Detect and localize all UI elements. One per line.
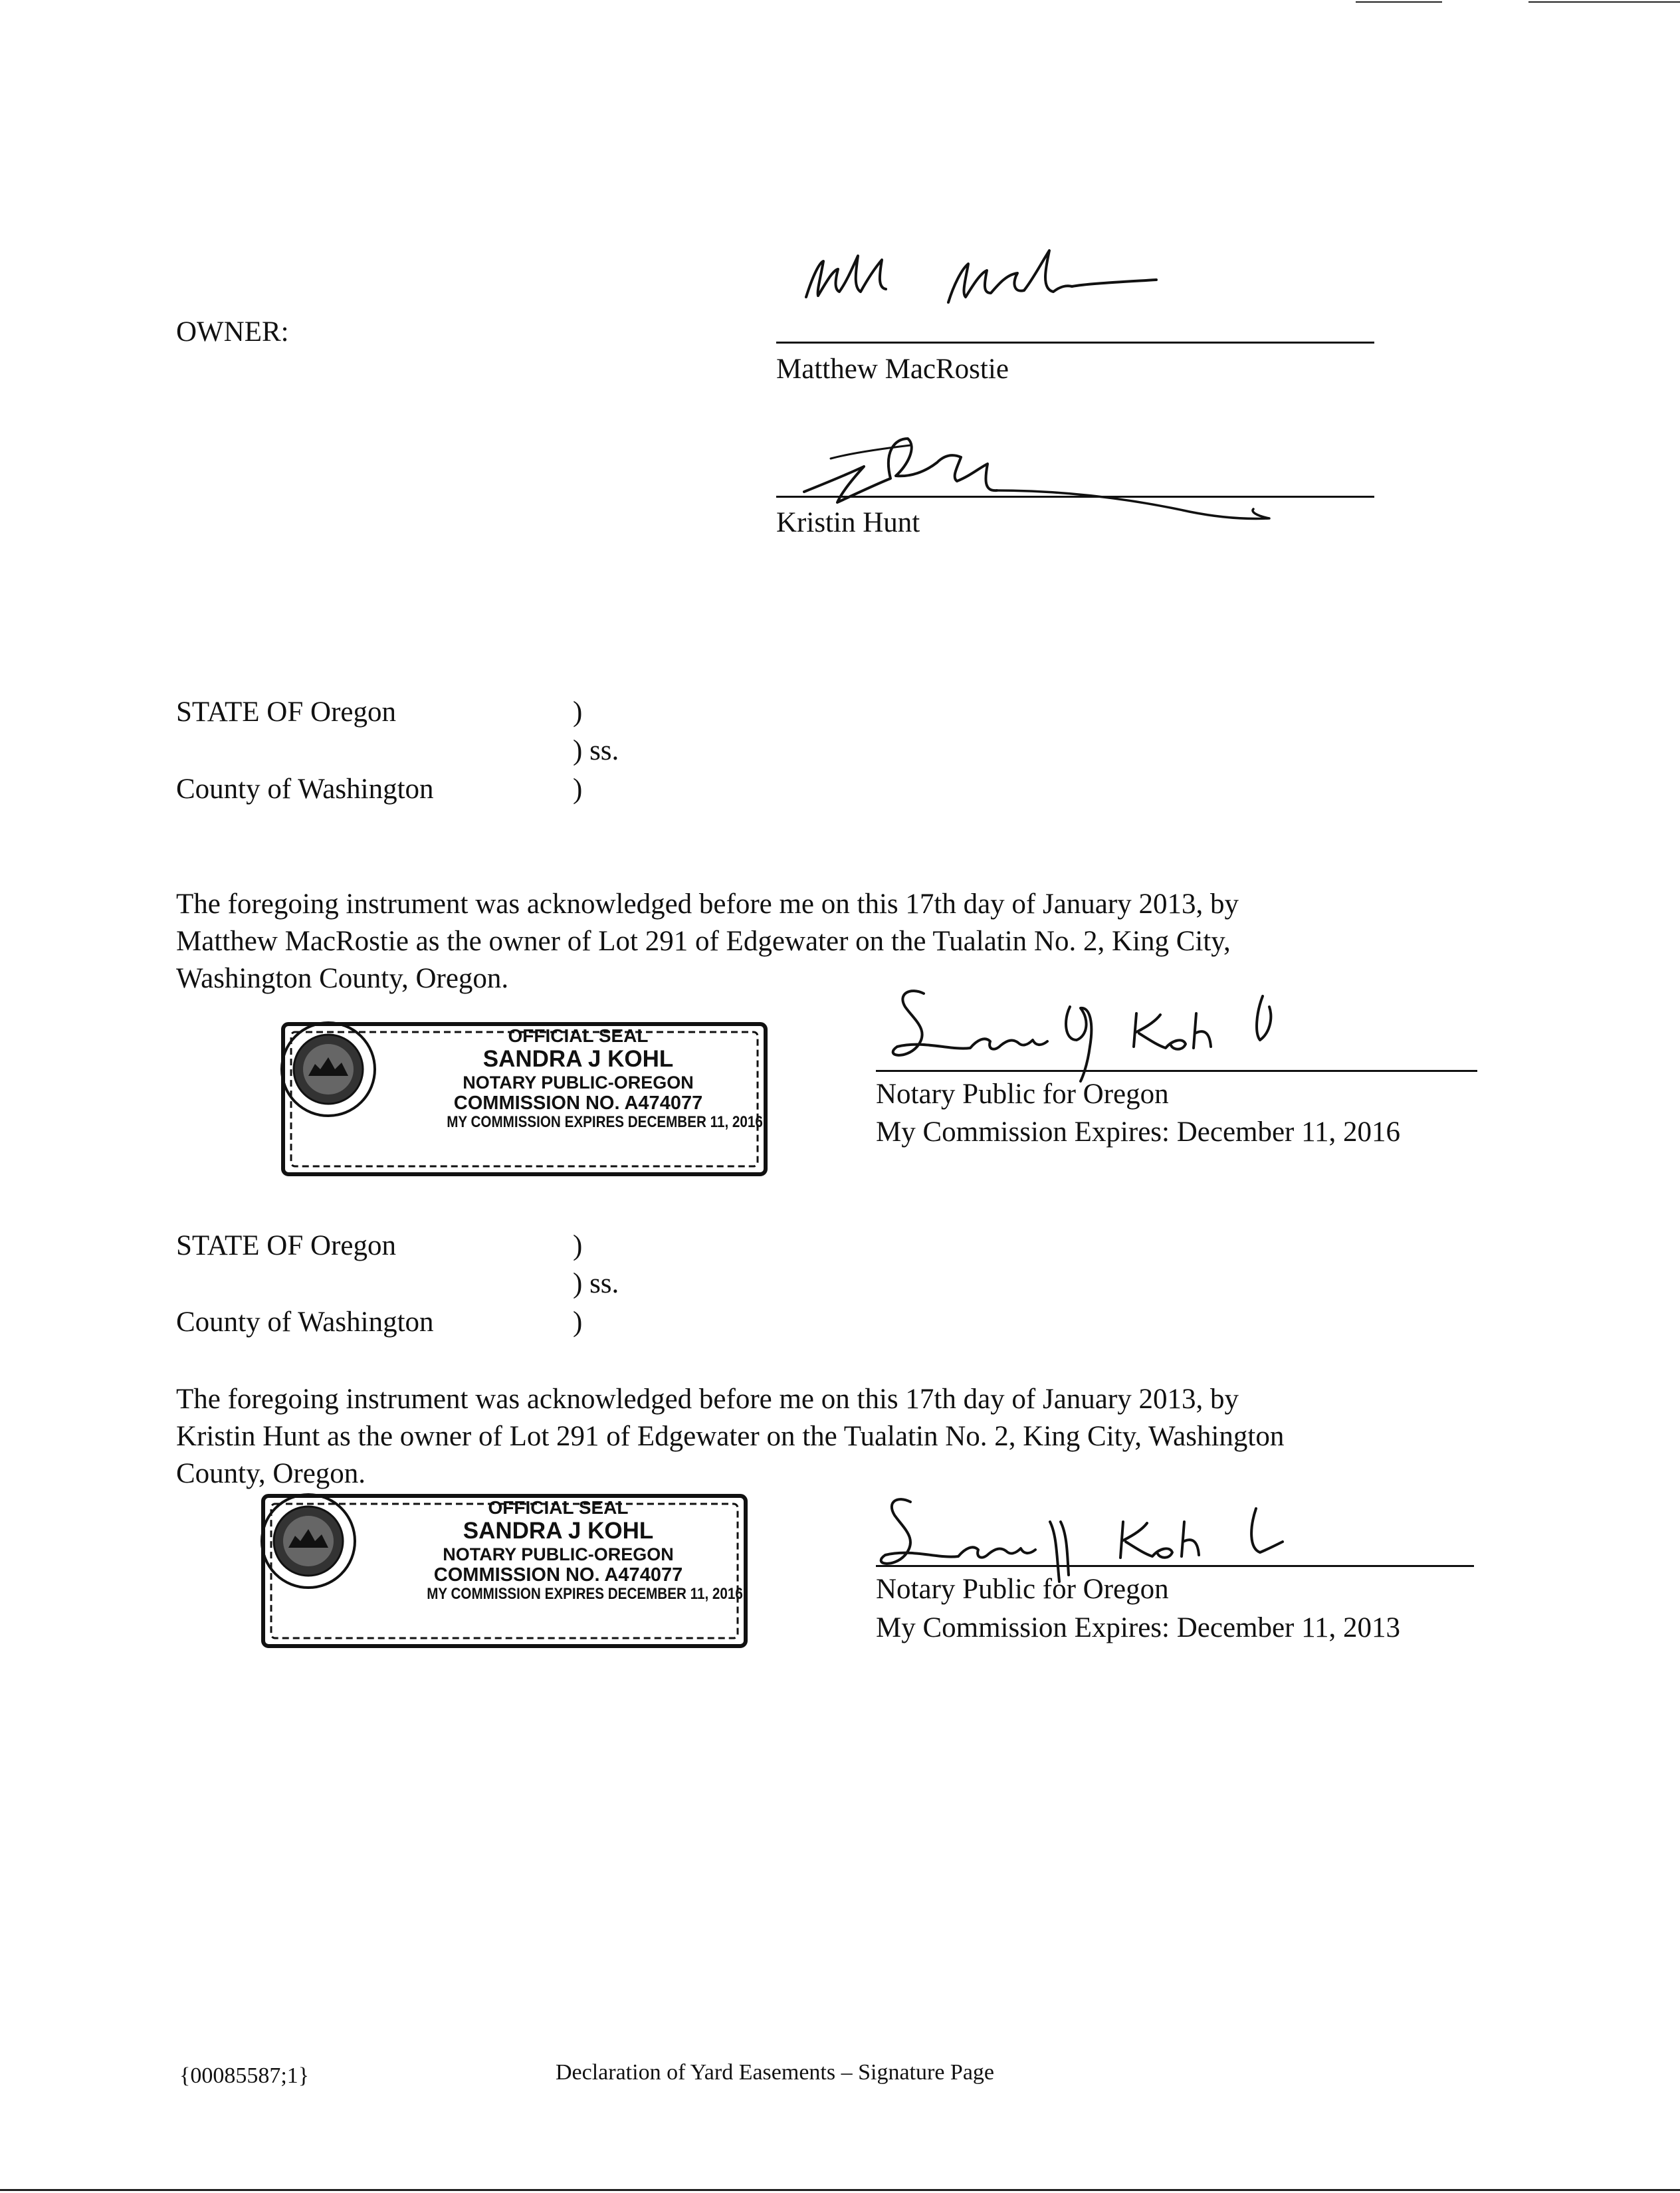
stamp-line-name: SANDRA J KOHL [482,1046,674,1073]
venue2-state: STATE OF Oregon [176,1230,396,1261]
stamp-line-expires: MY COMMISSION EXPIRES DECEMBER 11, 2016 [447,1113,763,1132]
venue1-paren-top: ) [573,696,583,728]
stamp-line-title: NOTARY PUBLIC-OREGON [463,1072,694,1093]
scan-bottom-edge [0,2189,1680,2191]
commission-expires-1: My Commission Expires: December 11, 2016 [876,1116,1401,1148]
state-seal-icon [279,1020,377,1118]
venue2-paren-top: ) [573,1230,583,1261]
stamp-line-name: SANDRA J KOHL [463,1518,654,1544]
notary-title-2: Notary Public for Oregon [876,1574,1169,1605]
stamp-line-official-seal: OFFICIAL SEAL [488,1497,629,1518]
venue2-ss: ) ss. [573,1268,619,1299]
acknowledgment-paragraph-1: The foregoing instrument was acknowledged before me on this 17th day of January 2013, by Matthew MacRostie as the owner of Lot 291 of Edgewater on the Tualatin No. 2, King City, Washington County, Oregon. [176,888,1239,994]
notary-title-1: Notary Public for Oregon [876,1079,1169,1110]
notary-stamp-1 [279,1020,770,1178]
venue2-county: County of Washington [176,1306,434,1338]
stamp-line-title: NOTARY PUBLIC-OREGON [443,1544,674,1564]
signature-line-owner-1 [776,342,1374,344]
commission-expires-2: My Commission Expires: December 11, 2013 [876,1612,1401,1643]
venue2-paren-bottom: ) [573,1306,583,1338]
state-seal-icon [259,1492,358,1590]
acknowledgment-paragraph-2: The foregoing instrument was acknowledged before me on this 17th day of January 2013, by Kristin Hunt as the owner of Lot 291 of Edgewater on the Tualatin No. 2, King City, Washington County, Oregon. [176,1384,1285,1489]
notary-stamp-2 [259,1492,750,1650]
footer-title: Declaration of Yard Easements – Signature Page [556,2060,994,2085]
signature-notary-1 [871,967,1336,1087]
stamp-line-official-seal: OFFICIAL SEAL [508,1025,649,1046]
venue1-state: STATE OF Oregon [176,696,396,728]
owner-label: OWNER: [176,316,289,348]
stamp-line-commission: COMMISSION NO. A474077 [433,1564,683,1586]
signature-line-notary-2 [876,1565,1474,1567]
venue1-paren-bottom: ) [573,774,583,805]
signature-line-owner-2 [776,496,1374,498]
venue1-county: County of Washington [176,774,434,805]
footer-doc-id: {00085587;1} [179,2063,310,2088]
venue1-ss: ) ss. [573,735,619,766]
signature-matthew-macrostie [794,236,1166,322]
signer1-name: Matthew MacRostie [776,354,1009,385]
stamp-line-expires: MY COMMISSION EXPIRES DECEMBER 11, 2016 [427,1585,743,1604]
stamp-line-commission: COMMISSION NO. A474077 [453,1092,703,1114]
scan-edge-line [1356,1,1442,3]
signature-line-notary-1 [876,1070,1477,1072]
signer2-name: Kristin Hunt [776,507,920,538]
scan-edge-line [1528,1,1680,3]
